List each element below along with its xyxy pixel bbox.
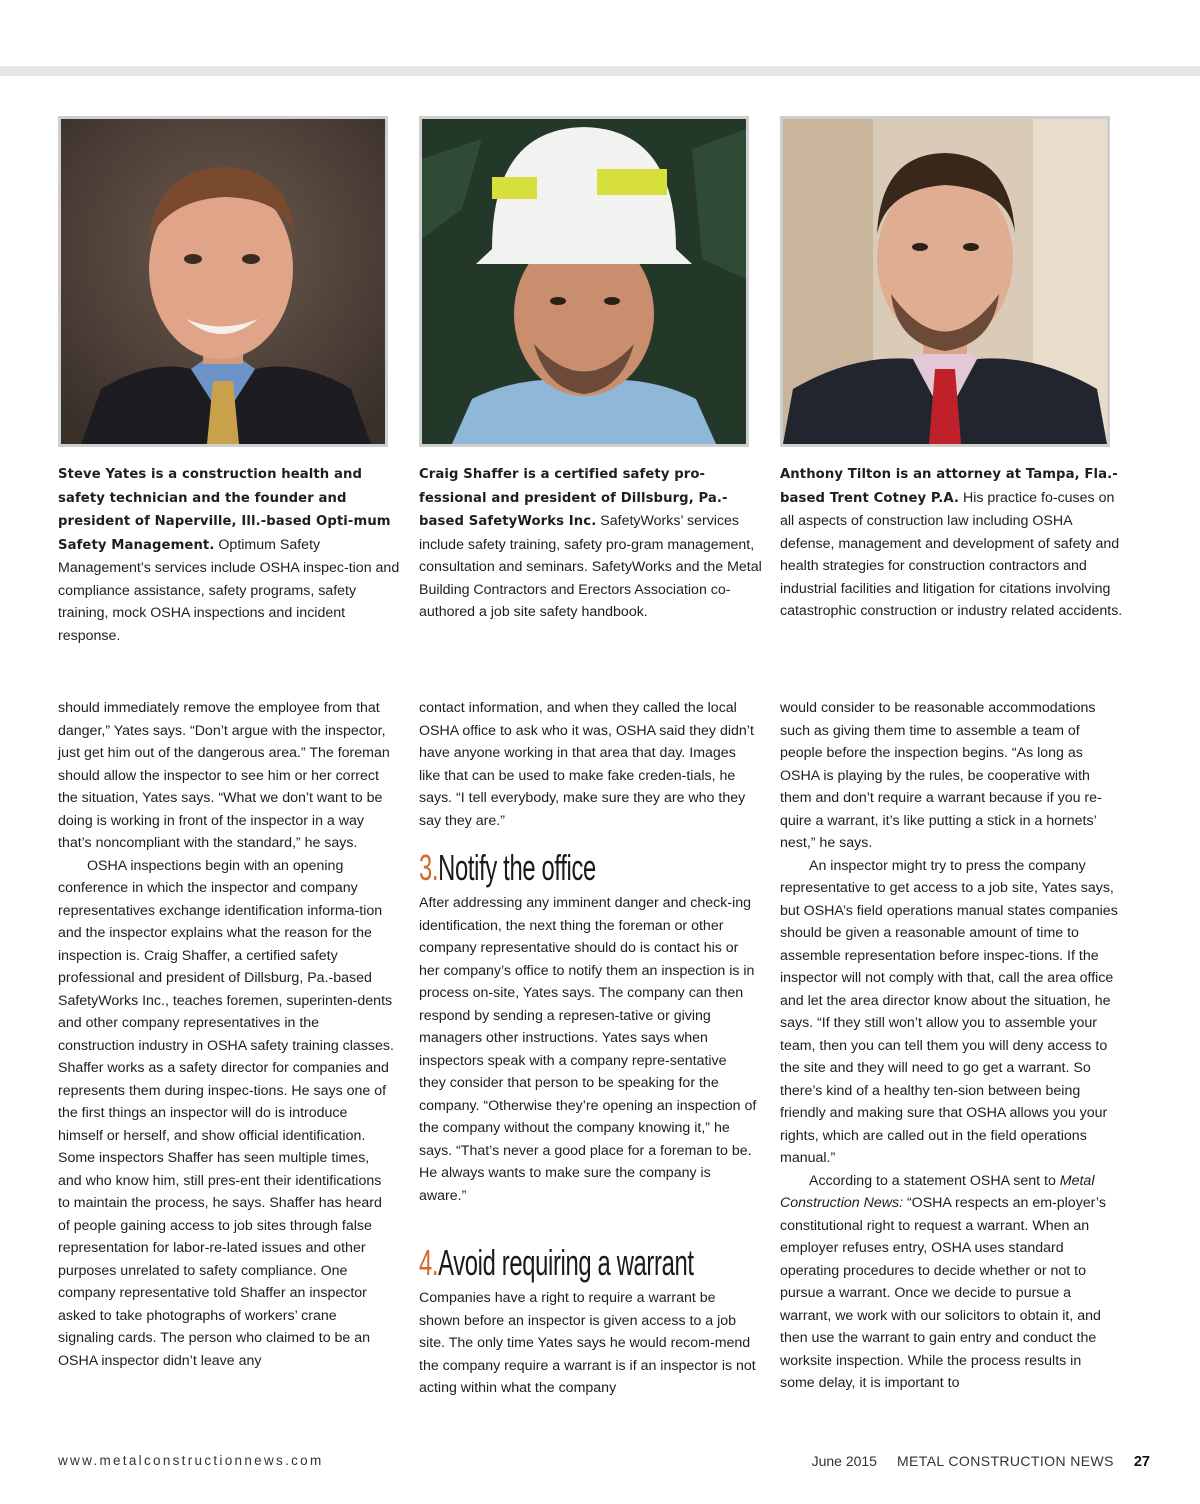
photo-steve-yates <box>58 116 388 447</box>
portrait-anthony-tilton-image <box>783 119 1107 444</box>
footer-issue-info <box>812 1452 1150 1471</box>
section-number: 4. <box>419 1242 439 1283</box>
bio-steve-yates <box>58 463 403 647</box>
bio-steve-yates-name: Steve Yates is a construction health and safety technician and the founder and president of Naperville, Ill.-based Opti-mum Safety Management. <box>58 467 391 553</box>
section-heading-notify-office <box>419 846 642 890</box>
text: “OSHA respects an em-ployer’s constitutional right to request a warrant. When an employer refuses entry, OSHA uses standard operating procedures to decide whether or not to pursue a warrant. Once we decide to pursue a warrant, we work with our solicitors to obtain it, and then use the warrant to gain entry and conduct the worksite inspection. While the process results in some delay, it is important to <box>780 1195 1106 1391</box>
bio-anthony-tilton <box>780 463 1125 623</box>
article-column-2 <box>419 697 757 1400</box>
paragraph <box>780 1170 1118 1395</box>
section-number: 3. <box>419 847 439 888</box>
bio-steve-yates-text: Optimum Safety Management’s services include OSHA inspec-tion and compliance assistance, safety programs, safety training, mock OSHA inspections and incident response. <box>58 536 400 644</box>
portrait-craig-shaffer-image <box>422 119 746 444</box>
section-title: Avoid requiring a warrant <box>438 1242 694 1283</box>
section-title: Notify the office <box>438 847 596 888</box>
top-rule <box>0 66 1200 76</box>
bio-craig-shaffer <box>419 463 764 624</box>
article-column-1 <box>58 697 396 1372</box>
section-heading-avoid-warrant <box>419 1241 694 1285</box>
bio-anthony-tilton-text: His practice fo-cuses on all aspects of construction law including OSHA defense, management and development of safety and health strategies for construction contractors and industrial facilities and litigation for citations involving catastrophic construction or industry related accidents. <box>780 489 1123 619</box>
paragraph: would consider to be reasonable accommodations such as giving them time to assemble a team of people before the inspection begins. “As long as OSHA is playing by the rules, be cooperative with them and don’t require a warrant because if you re-quire a warrant, it’s like putting a stick in a hornets’ nest,” he says. <box>780 700 1102 851</box>
paragraph: should immediately remove the employee from that danger,” Yates says. “Don’t argue with the inspector, just get him out of the dangerous area.” The foreman should allow the inspector to see him or her correct the situation, Yates says. “What we don’t want to be doing is working in front of the inspector in a way that’s noncompliant with the standard,” he says. <box>58 700 390 851</box>
text: According to a statement OSHA sent to <box>809 1172 1060 1189</box>
photo-craig-shaffer <box>419 116 749 447</box>
bio-craig-shaffer-name: Craig Shaffer is a certified safety pro-fessional and president of Dillsburg, Pa.-based SafetyWorks Inc. <box>419 467 728 529</box>
paragraph: After addressing any imminent danger and check-ing identification, the next thing the foreman or other company representative should do is contact his or her company’s office to notify them an inspection is in process on-site, Yates says. The company can then respond by sending a represen-tative or giving managers other instructions. Yates says when inspectors speak with a company repre-sentative they consider that person to be speaking for the company. “Otherwise they’re opening an inspection of the company without the company knowing it,” he says. “That’s never a good place for a foreman to be. He always wants to make sure the company is aware.” <box>419 895 757 1204</box>
paragraph: contact information, and when they called the local OSHA office to ask who it was, OSHA said they didn’t have anyone working in that area that day. Images like that can be used to make fake creden-tials, he says. “I tell everybody, make sure they are who they say they are.” <box>419 700 754 829</box>
article-column-3 <box>780 697 1118 1395</box>
bio-anthony-tilton-name: Anthony Tilton is an attorney at Tampa, Fla.-based Trent Cotney P.A. <box>780 467 1118 506</box>
footer-website: www.metalconstructionnews.com <box>58 1453 324 1468</box>
footer-date: June 2015 <box>811 1453 877 1469</box>
photo-anthony-tilton <box>780 116 1110 447</box>
footer-magazine: METAL CONSTRUCTION NEWS <box>896 1453 1114 1469</box>
portrait-steve-yates-image <box>61 119 385 444</box>
paragraph: Companies have a right to require a warrant be shown before an inspector is given access to a job site. The only time Yates says he would recom-mend the company require a warrant is if an inspector is not acting within what the company <box>419 1290 756 1396</box>
page-number: 27 <box>1133 1454 1150 1470</box>
paragraph: An inspector might try to press the company representative to get access to a job site, Yates says, but OSHA’s field operations manual states companies should be given a reasonable amount of time to assemble representation before inspec-tions. If the inspector will not comply with that, call the area office and let the area director know about the situation, he says. “If they still won’t allow you to assemble your team, then you can tell them you will deny access to the site and they will need to go get a warrant. So there’s kind of a healthy ten-sion between being friendly and making sure that OSHA allows you your rights, which are called out in the field operations manual.” <box>780 857 1118 1166</box>
bio-craig-shaffer-text: SafetyWorks’ services include safety training, safety pro-gram management, consultation and seminars. SafetyWorks and the Metal Building Contractors and Erectors Association co-authored a job site safety handbook. <box>419 513 762 620</box>
paragraph: OSHA inspections begin with an opening conference in which the inspector and company representatives exchange identification informa-tion and the inspector explains what the reason for the inspection is. Craig Shaffer, a certified safety professional and president of Dillsburg, Pa.-based SafetyWorks Inc., teaches foremen, superinten-dents and other company representatives in the construction industry in OSHA safety training classes. Shaffer works as a safety director for companies and represents them during inspec-tions. He says one of the first things an inspector will do is introduce himself or herself, and show official identification. Some inspectors Shaffer has seen multiple times, and who know him, still pres-ent their identifications to maintain the process, he says. Shaffer has heard of people gaining access to job sites through false representation for labor-re-lated issues and other purposes unrelated to safety compliance. One company representative told Shaffer an inspector asked to take photographs of workers’ crane signaling cards. The person who claimed to be an OSHA inspector didn’t leave any <box>58 857 394 1369</box>
publication-name: Metal Construction News: <box>780 1172 1095 1211</box>
